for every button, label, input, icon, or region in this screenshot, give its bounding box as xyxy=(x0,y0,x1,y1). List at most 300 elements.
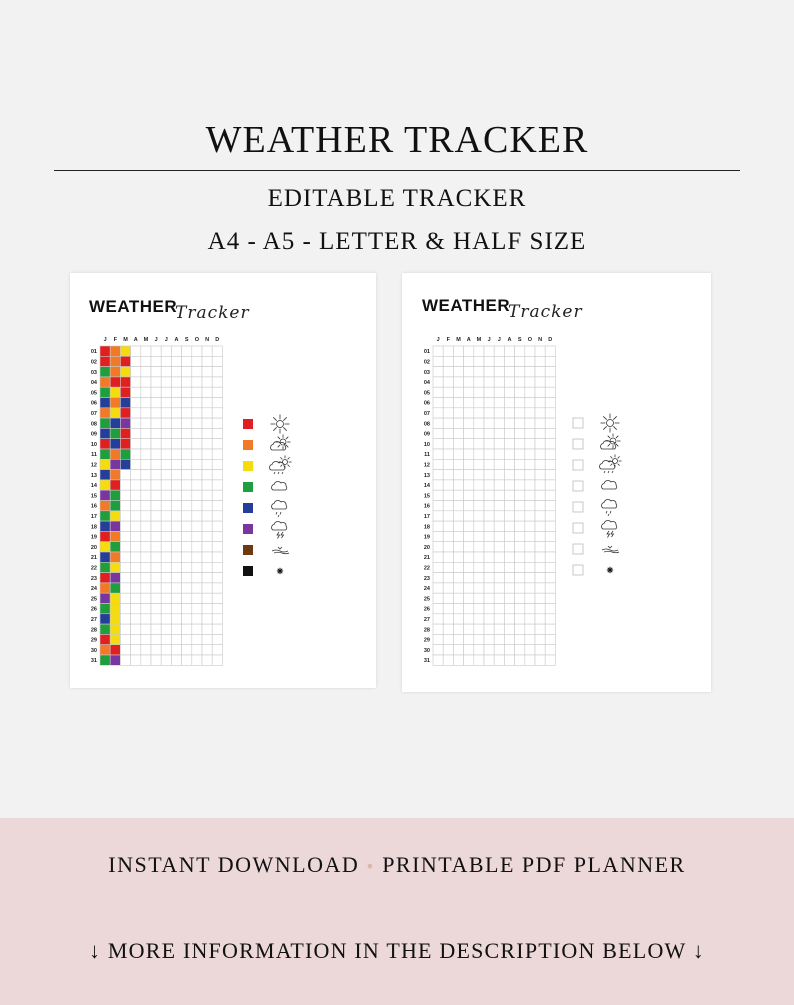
wind-icon xyxy=(272,547,289,554)
grid-cell xyxy=(151,346,161,356)
grid-cell xyxy=(131,387,141,397)
grid-cell xyxy=(515,501,525,511)
grid-cell xyxy=(433,490,443,500)
grid-cell xyxy=(182,542,192,552)
grid-cell xyxy=(494,367,504,377)
grid-cell xyxy=(525,521,535,531)
cloud-shape xyxy=(600,460,615,469)
grid-cell xyxy=(545,624,555,634)
grid-cell xyxy=(474,398,484,408)
grid-cell xyxy=(131,573,141,583)
page-title: WEATHER TRACKER xyxy=(205,119,589,161)
grid-cell xyxy=(202,449,212,459)
day-label: 08 xyxy=(90,421,97,428)
day-label: 16 xyxy=(90,503,97,510)
cloud-shape xyxy=(270,461,285,470)
grid-cell xyxy=(535,655,545,665)
grid-cell xyxy=(433,624,443,634)
grid-cell xyxy=(131,531,141,541)
grid-cell xyxy=(110,624,120,634)
grid-cell xyxy=(443,645,453,655)
grid-cell xyxy=(120,604,130,614)
grid-cell xyxy=(535,562,545,572)
grid-cell xyxy=(545,583,555,593)
sun-ray xyxy=(278,437,280,439)
grid-cell xyxy=(100,377,110,387)
instant-download-text: INSTANT DOWNLOAD xyxy=(108,852,360,877)
month-label: J xyxy=(103,337,107,343)
grid-cell xyxy=(212,552,222,562)
grid-cell xyxy=(161,408,171,418)
grid-cell xyxy=(525,562,535,572)
grid-cell xyxy=(464,367,474,377)
grid-cell xyxy=(443,521,453,531)
footer-more-info: ↓ MORE INFORMATION IN THE DESCRIPTION BELOW ↓ xyxy=(88,938,706,963)
day-label: 19 xyxy=(90,534,97,541)
grid-cell xyxy=(515,367,525,377)
grid-cell xyxy=(151,573,161,583)
grid-cell xyxy=(141,490,151,500)
grid-cell xyxy=(535,501,545,511)
grid-cell xyxy=(433,521,443,531)
grid-cell xyxy=(484,439,494,449)
grid-cell xyxy=(443,470,453,480)
grid-cell xyxy=(171,387,181,397)
sun-icon xyxy=(601,414,620,433)
grid-cell xyxy=(494,645,504,655)
grid-cell xyxy=(131,501,141,511)
grid-cell xyxy=(453,655,463,665)
grid-cell xyxy=(202,387,212,397)
grid-cell xyxy=(192,387,202,397)
grid-cell xyxy=(464,418,474,428)
grid-cell xyxy=(100,583,110,593)
grid-cell xyxy=(464,398,474,408)
grid-cell xyxy=(141,645,151,655)
grid-cell xyxy=(212,470,222,480)
sun-ray xyxy=(286,437,288,439)
grid-cell xyxy=(525,387,535,397)
grid-cell xyxy=(535,645,545,655)
grid-cell xyxy=(182,614,192,624)
sheet-blank-preview xyxy=(402,273,711,692)
grid-cell xyxy=(545,387,555,397)
footer-line-download xyxy=(0,852,794,878)
grid-cell xyxy=(464,501,474,511)
day-label: 25 xyxy=(423,596,430,603)
grid-cell xyxy=(484,398,494,408)
day-label: 29 xyxy=(423,637,430,644)
grid-cell xyxy=(504,552,514,562)
grid-cell xyxy=(504,408,514,418)
grid-cell xyxy=(504,398,514,408)
grid-cell xyxy=(110,459,120,469)
grid-cell xyxy=(110,542,120,552)
day-label: 20 xyxy=(90,544,97,551)
grid-cell xyxy=(504,604,514,614)
grid-cell xyxy=(504,459,514,469)
grid-cell xyxy=(192,645,202,655)
grid-cell xyxy=(131,511,141,521)
grid-cell xyxy=(171,624,181,634)
grid-cell xyxy=(535,490,545,500)
sun-ray xyxy=(616,436,618,438)
grid-cell xyxy=(161,356,171,366)
grid-cell xyxy=(535,583,545,593)
grid-cell xyxy=(212,583,222,593)
grid-cell xyxy=(545,604,555,614)
grid-cell xyxy=(474,634,484,644)
sun-ray xyxy=(278,445,280,447)
grid-cell xyxy=(192,552,202,562)
grid-cell xyxy=(515,634,525,644)
grid-cell xyxy=(120,346,130,356)
day-label: 09 xyxy=(90,431,97,438)
grid-cell xyxy=(484,501,494,511)
grid-cell xyxy=(120,398,130,408)
grid-cell xyxy=(151,604,161,614)
day-label: 11 xyxy=(91,452,97,459)
grid-cell xyxy=(525,398,535,408)
grid-cell xyxy=(151,593,161,603)
grid-cell xyxy=(161,562,171,572)
grid-cell xyxy=(484,490,494,500)
grid-cell xyxy=(464,408,474,418)
grid-cell xyxy=(161,645,171,655)
grid-cell xyxy=(192,542,202,552)
grid-cell xyxy=(202,645,212,655)
grid-cell xyxy=(171,542,181,552)
grid-cell xyxy=(131,490,141,500)
grid-cell xyxy=(494,449,504,459)
grid-cell xyxy=(182,387,192,397)
grid-cell xyxy=(545,459,555,469)
grid-cell xyxy=(474,408,484,418)
grid-cell xyxy=(515,449,525,459)
grid-cell xyxy=(171,377,181,387)
grid-cell xyxy=(212,645,222,655)
grid-cell xyxy=(535,387,545,397)
grid-cell xyxy=(192,593,202,603)
grid-cell xyxy=(141,552,151,562)
grid-cell xyxy=(515,428,525,438)
day-label: 01 xyxy=(423,349,430,356)
sun-shower-icon xyxy=(270,456,292,475)
grid-cell xyxy=(151,531,161,541)
grid-cell xyxy=(120,501,130,511)
grid-cell xyxy=(120,356,130,366)
day-label: 12 xyxy=(423,462,430,469)
day-label: 02 xyxy=(90,359,97,366)
grid-cell xyxy=(504,624,514,634)
grid-cell xyxy=(161,573,171,583)
grid-cell xyxy=(110,418,120,428)
grid-cell xyxy=(192,418,202,428)
grid-cell xyxy=(464,490,474,500)
grid-cell xyxy=(151,562,161,572)
grid-cell xyxy=(120,377,130,387)
grid-cell xyxy=(453,367,463,377)
grid-cell xyxy=(202,521,212,531)
grid-cell xyxy=(484,562,494,572)
grid-cell xyxy=(141,459,151,469)
legend-swatch xyxy=(243,524,253,534)
grid-cell xyxy=(545,428,555,438)
grid-cell xyxy=(443,346,453,356)
grid-cell xyxy=(192,501,202,511)
day-label: 11 xyxy=(424,452,430,459)
grid-cell xyxy=(171,614,181,624)
grid-cell xyxy=(171,562,181,572)
grid-cell xyxy=(202,573,212,583)
grid-cell xyxy=(161,387,171,397)
grid-cell xyxy=(474,521,484,531)
grid-cell xyxy=(120,449,130,459)
grid-cell xyxy=(192,583,202,593)
day-label: 27 xyxy=(90,616,97,623)
snowflake-icon xyxy=(607,567,613,573)
grid-cell xyxy=(212,531,222,541)
grid-cell xyxy=(515,562,525,572)
grid-cell xyxy=(525,624,535,634)
grid-cell xyxy=(464,655,474,665)
grid-cell xyxy=(141,439,151,449)
grid-cell xyxy=(182,645,192,655)
grid-cell xyxy=(515,531,525,541)
grid-cell xyxy=(120,552,130,562)
grid-cell xyxy=(453,552,463,562)
day-label: 08 xyxy=(423,421,430,428)
grid-cell xyxy=(474,490,484,500)
grid-cell xyxy=(494,655,504,665)
lightning-bolts xyxy=(607,531,614,538)
grid-cell xyxy=(100,501,110,511)
sheet-title-bold: WEATHER xyxy=(422,296,511,315)
grid-cell xyxy=(100,418,110,428)
cloud-shape xyxy=(601,440,616,449)
grid-cell xyxy=(545,531,555,541)
grid-cell xyxy=(484,552,494,562)
grid-cell xyxy=(484,449,494,459)
grid-cell xyxy=(484,634,494,644)
grid-cell xyxy=(464,531,474,541)
day-label: 15 xyxy=(90,493,97,500)
day-label: 14 xyxy=(423,483,430,490)
grid-cell xyxy=(453,459,463,469)
grid-cell xyxy=(504,542,514,552)
month-label: J xyxy=(497,337,501,343)
sun-ray xyxy=(273,417,276,420)
grid-cell xyxy=(131,521,141,531)
grid-cell xyxy=(494,428,504,438)
grid-cell xyxy=(443,490,453,500)
grid-cell xyxy=(535,614,545,624)
rain-drops xyxy=(276,512,281,517)
grid-cell xyxy=(474,501,484,511)
grid-cell xyxy=(141,655,151,665)
grid-cell xyxy=(464,449,474,459)
grid-cell xyxy=(120,634,130,644)
grid-cell xyxy=(433,418,443,428)
grid-cell xyxy=(545,356,555,366)
grid-cell xyxy=(161,655,171,665)
grid-cell xyxy=(504,377,514,387)
grid-cell xyxy=(433,459,443,469)
grid-cell xyxy=(182,552,192,562)
grid-cell xyxy=(110,470,120,480)
grid-cell xyxy=(192,408,202,418)
title-divider xyxy=(54,170,740,171)
grid-cell xyxy=(515,387,525,397)
grid-cell xyxy=(484,542,494,552)
grid-cell xyxy=(464,428,474,438)
grid-cell xyxy=(525,634,535,644)
grid-cell xyxy=(474,449,484,459)
grid-cell xyxy=(433,655,443,665)
grid-cell xyxy=(171,552,181,562)
grid-cell xyxy=(484,408,494,418)
day-label: 26 xyxy=(90,606,97,613)
grid-cell xyxy=(545,439,555,449)
grid-cell xyxy=(141,531,151,541)
grid-cell xyxy=(151,459,161,469)
grid-cell xyxy=(100,398,110,408)
grid-cell xyxy=(535,573,545,583)
grid-cell xyxy=(453,449,463,459)
grid-cell xyxy=(453,501,463,511)
grid-cell xyxy=(212,418,222,428)
grid-cell xyxy=(171,449,181,459)
grid-cell xyxy=(464,470,474,480)
grid-cell xyxy=(433,542,443,552)
grid-cell xyxy=(504,367,514,377)
grid-cell xyxy=(484,346,494,356)
grid-cell xyxy=(182,367,192,377)
grid-cell xyxy=(161,346,171,356)
sun-ray xyxy=(613,416,616,419)
grid-cell xyxy=(515,470,525,480)
month-label: S xyxy=(517,337,522,343)
grid-cell xyxy=(131,408,141,418)
grid-cell xyxy=(192,346,202,356)
grid-cell xyxy=(100,346,110,356)
grid-cell xyxy=(504,449,514,459)
grid-cell xyxy=(474,552,484,562)
grid-cell xyxy=(182,408,192,418)
month-label: F xyxy=(113,337,117,343)
grid-cell xyxy=(151,377,161,387)
wind-lines xyxy=(602,546,619,553)
sun-ray xyxy=(618,456,620,458)
day-label: 30 xyxy=(423,647,430,654)
grid-cell xyxy=(443,614,453,624)
grid-cell xyxy=(453,634,463,644)
day-label: 26 xyxy=(423,606,430,613)
grid-cell xyxy=(151,449,161,459)
grid-cell xyxy=(433,470,443,480)
grid-cell xyxy=(151,511,161,521)
month-label: N xyxy=(205,337,210,343)
grid-cell xyxy=(515,542,525,552)
day-label: 19 xyxy=(423,534,430,541)
grid-cell xyxy=(453,583,463,593)
grid-cell xyxy=(494,377,504,387)
grid-cell xyxy=(161,439,171,449)
grid-cell xyxy=(212,501,222,511)
month-label: J xyxy=(164,337,168,343)
grid-cell xyxy=(453,490,463,500)
grid-cell xyxy=(192,449,202,459)
grid-cell xyxy=(474,387,484,397)
grid-cell xyxy=(525,655,535,665)
grid-cell xyxy=(100,624,110,634)
day-label: 24 xyxy=(423,586,430,593)
grid-cell xyxy=(151,470,161,480)
grid-cell xyxy=(182,521,192,531)
grid-cell xyxy=(182,490,192,500)
month-label: M xyxy=(456,337,461,343)
grid-cell xyxy=(100,634,110,644)
grid-cell xyxy=(131,552,141,562)
grid-cell xyxy=(202,418,212,428)
grid-cell xyxy=(182,655,192,665)
grid-cell xyxy=(192,562,202,572)
grid-cell xyxy=(535,480,545,490)
grid-cell xyxy=(161,511,171,521)
grid-cell xyxy=(120,480,130,490)
grid-cell xyxy=(504,387,514,397)
grid-cell xyxy=(484,511,494,521)
grid-cell xyxy=(151,428,161,438)
grid-cell xyxy=(161,624,171,634)
sun-ray xyxy=(608,436,610,438)
grid-cell xyxy=(525,501,535,511)
grid-cell xyxy=(474,470,484,480)
grid-cell xyxy=(131,645,141,655)
grid-cell xyxy=(100,387,110,397)
grid-cell xyxy=(484,356,494,366)
grid-cell xyxy=(110,480,120,490)
grid-cell xyxy=(484,428,494,438)
grid-cell xyxy=(212,398,222,408)
grid-cell xyxy=(110,398,120,408)
cloud-shape xyxy=(272,521,287,530)
grid-cell xyxy=(100,655,110,665)
grid-cell xyxy=(141,614,151,624)
grid-cell xyxy=(212,346,222,356)
grid-cell xyxy=(182,531,192,541)
sun-ray xyxy=(610,456,612,458)
grid-cell xyxy=(171,480,181,490)
grid-cell xyxy=(474,418,484,428)
grid-cell xyxy=(515,356,525,366)
grid-cell xyxy=(433,634,443,644)
day-label: 07 xyxy=(423,410,430,417)
grid-cell xyxy=(182,377,192,387)
subtitle-editable: EDITABLE TRACKER xyxy=(267,185,527,212)
grid-cell xyxy=(131,593,141,603)
grid-cell xyxy=(192,604,202,614)
grid-cell xyxy=(120,511,130,521)
grid-cell xyxy=(110,531,120,541)
sun-ray xyxy=(618,464,620,466)
grid-cell xyxy=(525,367,535,377)
grid-cell xyxy=(433,511,443,521)
grid-cell xyxy=(525,418,535,428)
day-label: 06 xyxy=(90,400,97,407)
month-label: N xyxy=(538,337,543,343)
grid-cell xyxy=(484,480,494,490)
